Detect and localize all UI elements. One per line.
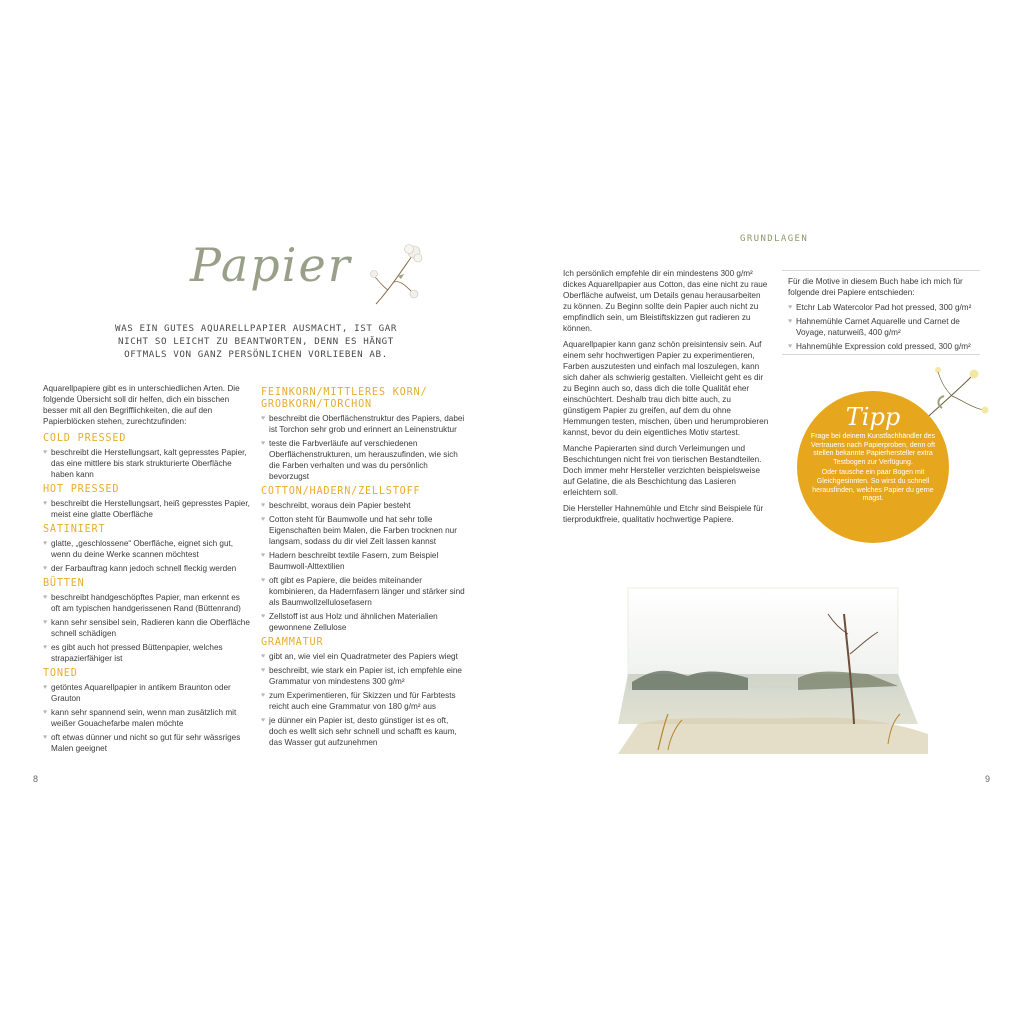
heart-bullet-icon: ♥ [261, 415, 266, 422]
list-item: ♥ beschreibt die Herstellungsart, heiß gepresstes Papier, meist eine glatte Oberfläche [43, 499, 250, 519]
list-item: ♥ Hadern beschreibt textile Fasern, zum Beispiel Baumwoll-Alttextilien [261, 551, 439, 571]
list-item: ♥ beschreibt, wie stark ein Papier ist, ich empfehle eine Grammatur von mindestens 300 g/m² [261, 666, 462, 686]
heart-bullet-icon: ♥ [261, 613, 266, 620]
page-title: Papier [190, 238, 352, 292]
tipp-title: Tipp [845, 403, 901, 431]
section-heading: SATINIERT [43, 524, 106, 535]
page-number-left: 8 [33, 774, 39, 784]
cotton-flower-illustration [368, 236, 428, 310]
heart-bullet-icon: ♥ [261, 717, 266, 724]
heart-bullet-icon: ♥ [43, 734, 48, 741]
paragraph: Manche Papierarten sind durch Verleimungen und Beschichtungen nicht frei von tierischen Bestandteilen. Doch immer mehr Hersteller verzichten beispielsweise auf Gelatine, die als Beschichtung das Lasieren erleichtern soll. [563, 444, 762, 497]
sidebar-lead: Für die Motive in diesem Buch habe ich mich für folgende drei Papiere entschieden: [788, 277, 963, 297]
heart-bullet-icon: ♥ [261, 653, 266, 660]
section-heading: FEINKORN/MITTLERES KORN/ GROBKORN/TORCHON [261, 387, 428, 410]
list-item: ♥ beschreibt handgeschöpftes Papier, man erkennt es oft am typischen handgerissenen Rand (Büttenrand) [43, 593, 241, 613]
heart-bullet-icon: ♥ [43, 449, 48, 456]
heart-bullet-icon: ♥ [788, 318, 793, 325]
list-item: ♥ gibt an, wie viel ein Quadratmeter des Papiers wiegt [261, 652, 458, 661]
tipp-text: Frage bei deinem Kunstfachhändler des Vertrauens nach Papierproben, denn oft stellen bekannte Papierhersteller extra Testbogen zur Verfügung. Oder tausche ein paar Bogen mit Gleichgesinnten. So wirst du schnell herausfinden, welches Papier du gerne magst. [810, 433, 936, 503]
left-column [43, 383, 251, 757]
intro-text: WAS EIN GUTES AQUARELLPAPIER AUSMACHT, IST GAR NICHT SO LEICHT ZU BEANTWORTEN, DENN ES HÄNGT OFTMALS VON GANZ PERSÖNLICHEN VORLIEBEN AB. [114, 323, 398, 360]
heart-bullet-icon: ♥ [788, 304, 793, 311]
page-number-right: 9 [985, 774, 991, 784]
section-heading: COTTON/HADERN/ZELLSTOFF [261, 486, 421, 497]
list-item: ♥ Cotton steht für Baumwolle und hat sehr tolle Eigenschaften beim Malen, die Farben trocknen nur langsam, sodass du dir viel Zeit lassen kannst [261, 515, 457, 546]
tipp-circle [797, 391, 949, 543]
section-heading: GRAMMATUR [261, 637, 324, 648]
heart-bullet-icon: ♥ [261, 440, 266, 447]
heart-bullet-icon: ♥ [43, 565, 48, 572]
heart-bullet-icon: ♥ [43, 684, 48, 691]
lead-paragraph: Aquarellpapiere gibt es in unterschiedlichen Arten. Die folgende Übersicht soll dir helfen, dich ein bisschen besser mit all den Begrifflichkeiten, die auf den Papierblöcken stehen, zurechtzufinden: [43, 384, 240, 426]
section-heading: HOT PRESSED [43, 484, 120, 495]
paragraph: Die Hersteller Hahnemühle und Etchr sind Beispiele für tierproduktfreie, qualitativ hochwertige Papiere. [563, 504, 764, 524]
heart-bullet-icon: ♥ [43, 500, 48, 507]
heart-bullet-icon: ♥ [43, 594, 48, 601]
running-head: GRUNDLAGEN [740, 234, 809, 244]
list-item: ♥ kann sehr spannend sein, wenn man zusätzlich mit weißer Gouachefarbe malen möchte [43, 708, 237, 728]
heart-bullet-icon: ♥ [261, 502, 266, 509]
list-item: ♥ oft gibt es Papiere, die beides miteinander kombinieren, da Hadernfasern länger und stärker sind als Baumwollzellulosefasern [261, 576, 465, 607]
list-item: ♥ es gibt auch hot pressed Büttenpapier, welches strapazierfähiger ist [43, 643, 223, 663]
list-item: ♥ glatte, „geschlossene“ Oberfläche, eignet sich gut, wenn du deine Werke scannen möchtest [43, 539, 234, 559]
list-item: ♥ beschreibt die Herstellungsart, kalt gepresstes Papier, das eine mittlere bis stark strukturierte Oberfläche haben kann [43, 448, 247, 479]
landscape-watercolor [598, 574, 938, 766]
heart-bullet-icon: ♥ [261, 516, 266, 523]
list-item: ♥ je dünner ein Papier ist, desto günstiger ist es oft, doch es wellt sich sehr schnell und schafft es kaum, das Wasser gut aufzunehmen [261, 716, 457, 747]
list-item: ♥ Hahnemühle Carnet Aquarelle und Carnet de Voyage, naturweiß, 400 g/m² [788, 317, 960, 337]
heart-bullet-icon: ♥ [261, 667, 266, 674]
heart-bullet-icon: ♥ [43, 644, 48, 651]
heart-bullet-icon: ♥ [261, 577, 266, 584]
list-item: ♥ Etchr Lab Watercolor Pad hot pressed, 300 g/m² [788, 303, 972, 312]
list-item: ♥ der Farbauftrag kann jedoch schnell fleckig werden [43, 564, 237, 573]
heart-bullet-icon: ♥ [43, 619, 48, 626]
list-item: ♥ teste die Farbverläufe auf verschiedenen Oberflächenstrukturen, um herauszufinden, wie sich die Farben verhalten und was du persönlich bevorzugst [261, 439, 458, 481]
heart-bullet-icon: ♥ [261, 692, 266, 699]
section-heading: BÜTTEN [43, 578, 85, 589]
list-item: ♥ oft etwas dünner und nicht so gut für sehr wässriges Malen geeignet [43, 733, 241, 753]
divider [782, 354, 980, 355]
list-item: ♥ getöntes Aquarellpapier in antikem Braunton oder Grauton [43, 683, 231, 703]
heart-bullet-icon: ♥ [43, 540, 48, 547]
heart-bullet-icon: ♥ [261, 552, 266, 559]
right-text-column [563, 268, 769, 530]
divider [782, 270, 980, 271]
heart-bullet-icon: ♥ [43, 709, 48, 716]
list-item: ♥ Hahnemühle Expression cold pressed, 300 g/m² [788, 342, 971, 351]
heart-bullet-icon: ♥ [788, 343, 793, 350]
list-item: ♥ beschreibt, woraus dein Papier besteht [261, 501, 411, 510]
section-heading: TONED [43, 668, 78, 679]
list-item: ♥ Zellstoff ist aus Holz und ähnlichen Materialien gewonnene Zellulose [261, 612, 438, 632]
paragraph: Ich persönlich empfehle dir ein mindestens 300 g/m² dickes Aquarellpapier aus Cotton, das eine nicht zu raue Oberfläche aufweist, um Details genau herausarbeiten zu können. Zu Beginn sollte dein Papier auch nicht zu empfindlich sein, um Bleistiftskizzen gut radieren zu können. [563, 269, 768, 333]
list-item: ♥ zum Experimentieren, für Skizzen und für Farbtests reicht auch eine Grammatur von 180 g/m² aus [261, 691, 456, 711]
middle-column [261, 383, 465, 751]
section-heading: COLD PRESSED [43, 433, 127, 444]
paragraph: Aquarellpapier kann ganz schön preisintensiv sein. Auf einem sehr hochwertigen Papier zu experimentieren, Farben auszutesten und einfach mal loszulegen, kann sich daher als schwierig gestalten. Vielleicht geht es dir zu Beginn auch so, dass dich die tolle Qualität eher einschüchtert. Deshalb trau dich bitte auch, zu günstigem Papier zu greifen, auf dem du ohne Hemmungen testen, mischen, üben und herumprobieren kannst, bevor du dein eigentliches Motiv startest. [563, 340, 769, 437]
list-item: ♥ kann sehr sensibel sein, Radieren kann die Oberfläche schnell schädigen [43, 618, 250, 638]
list-item: ♥ beschreibt die Oberflächenstruktur des Papiers, dabei ist Torchon sehr grob und erinnert an Leinenstruktur [261, 414, 465, 434]
